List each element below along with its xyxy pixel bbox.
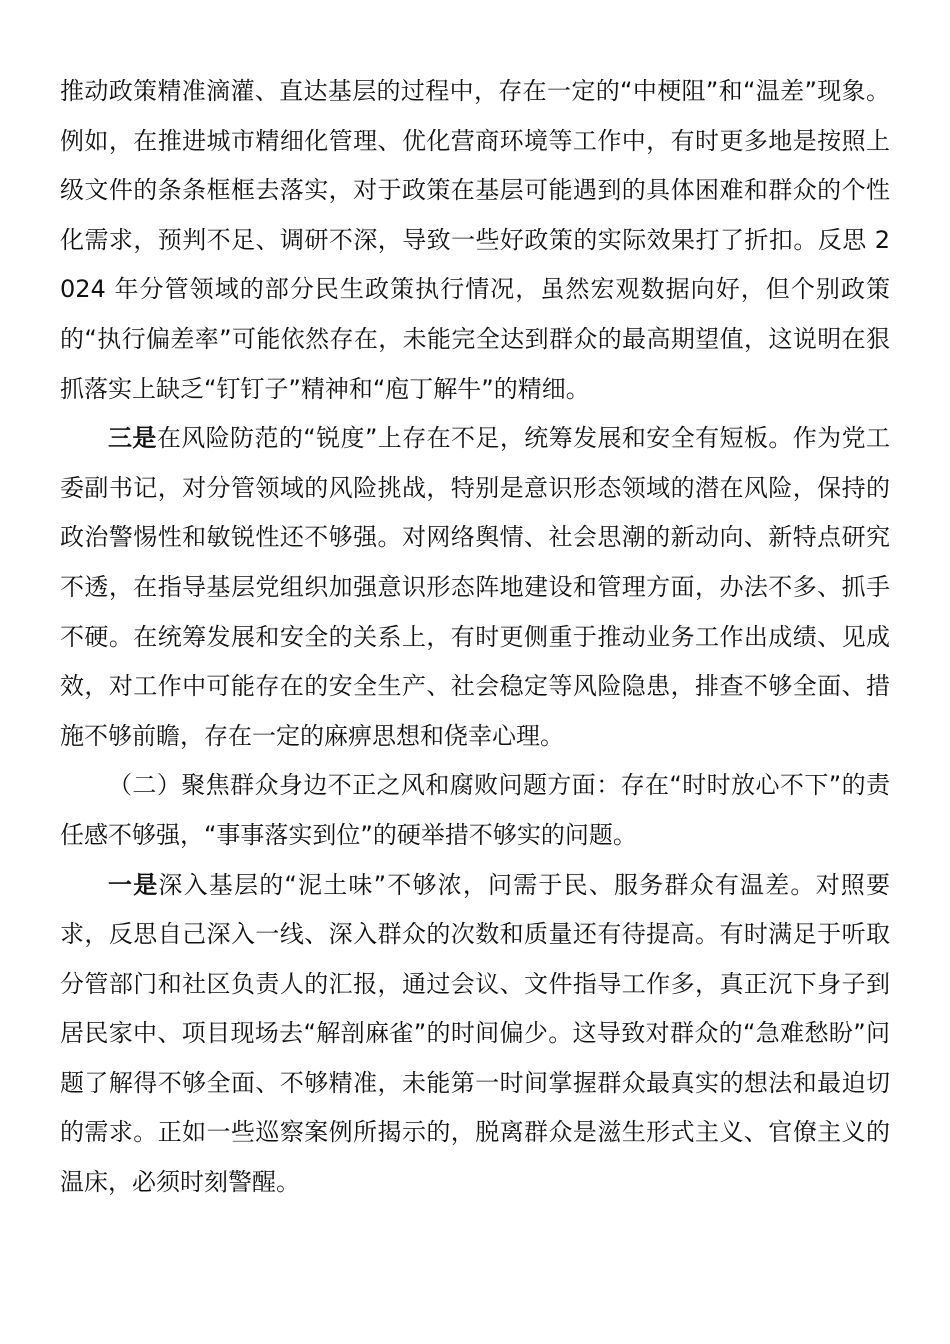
paragraph-text: 深入基层的“泥土味”不够浓，问需于民、服务群众有温差。对照要求，反思自己深入一线、深入群众的次数和质量还有待提高。有时满足于听取分管部门和社区负责人的汇报，通过会议、文件指导工作多，真正沉下身子到居民家中、项目现场去“解剖麻雀”的时间偏少。这导致对群众的“急难愁盼”问题了解得不够全面、不够精准，未能第一时间掌握群众最真实的想法和最迫切的需求。正如一些巡察案例所揭示的，脱离群众是滋生形式主义、官僚主义的温床，必须时刻警醒。: [60, 870, 891, 1197]
paragraph-text: 推动政策精准滴灌、直达基层的过程中，存在一定的“中梗阻”和“温差”现象。例如，在推进城市精细化管理、优化营商环境等工作中，有时更多地是按照上级文件的条条框框去落实，对于政策在基层可能遇到的具体困难和群众的个性化需求，预判不足、调研不深，导致一些好政策的实际效果打了折扣。反思 2024 年分管领域的部分民生政策执行情况，虽然宏观数据向好，但个别政策的“执行偏差率”可能依然存在，未能完全达到群众的最高期望值，这说明在狠抓落实上缺乏“钉钉子”精神和“庖丁解牛”的精细。: [60, 77, 890, 403]
paragraph-point-one: [60, 861, 890, 1208]
paragraph-text: （二）聚焦群众身边不正之风和腐败问题方面：存在“时时放心不下”的责任感不够强，“事事落实到位”的硬举措不够实的问题。: [60, 771, 890, 849]
paragraph-point-three: [60, 414, 890, 761]
paragraph-lead: 三是: [108, 424, 157, 453]
paragraph-text: 在风险防范的“锐度”上存在不足，统筹发展和安全有短板。作为党工委副书记，对分管领域的风险挑战，特别是意识形态领域的潜在风险，保持的政治警惕性和敏锐性还不够强。对网络舆情、社会思潮的新动向、新特点研究不透，在指导基层党组织加强意识形态阵地建设和管理方面，办法不多、抓手不硬。在统筹发展和安全的关系上，有时更侧重于推动业务工作出成绩、见成效，对工作中可能存在的安全生产、社会稳定等风险隐患，排查不够全面、措施不够前瞻，存在一定的麻痹思想和侥幸心理。: [60, 424, 890, 750]
section-heading-two: [60, 761, 890, 860]
paragraph-lead: 一是: [108, 870, 159, 899]
paragraph-policy-implementation: [60, 67, 890, 414]
